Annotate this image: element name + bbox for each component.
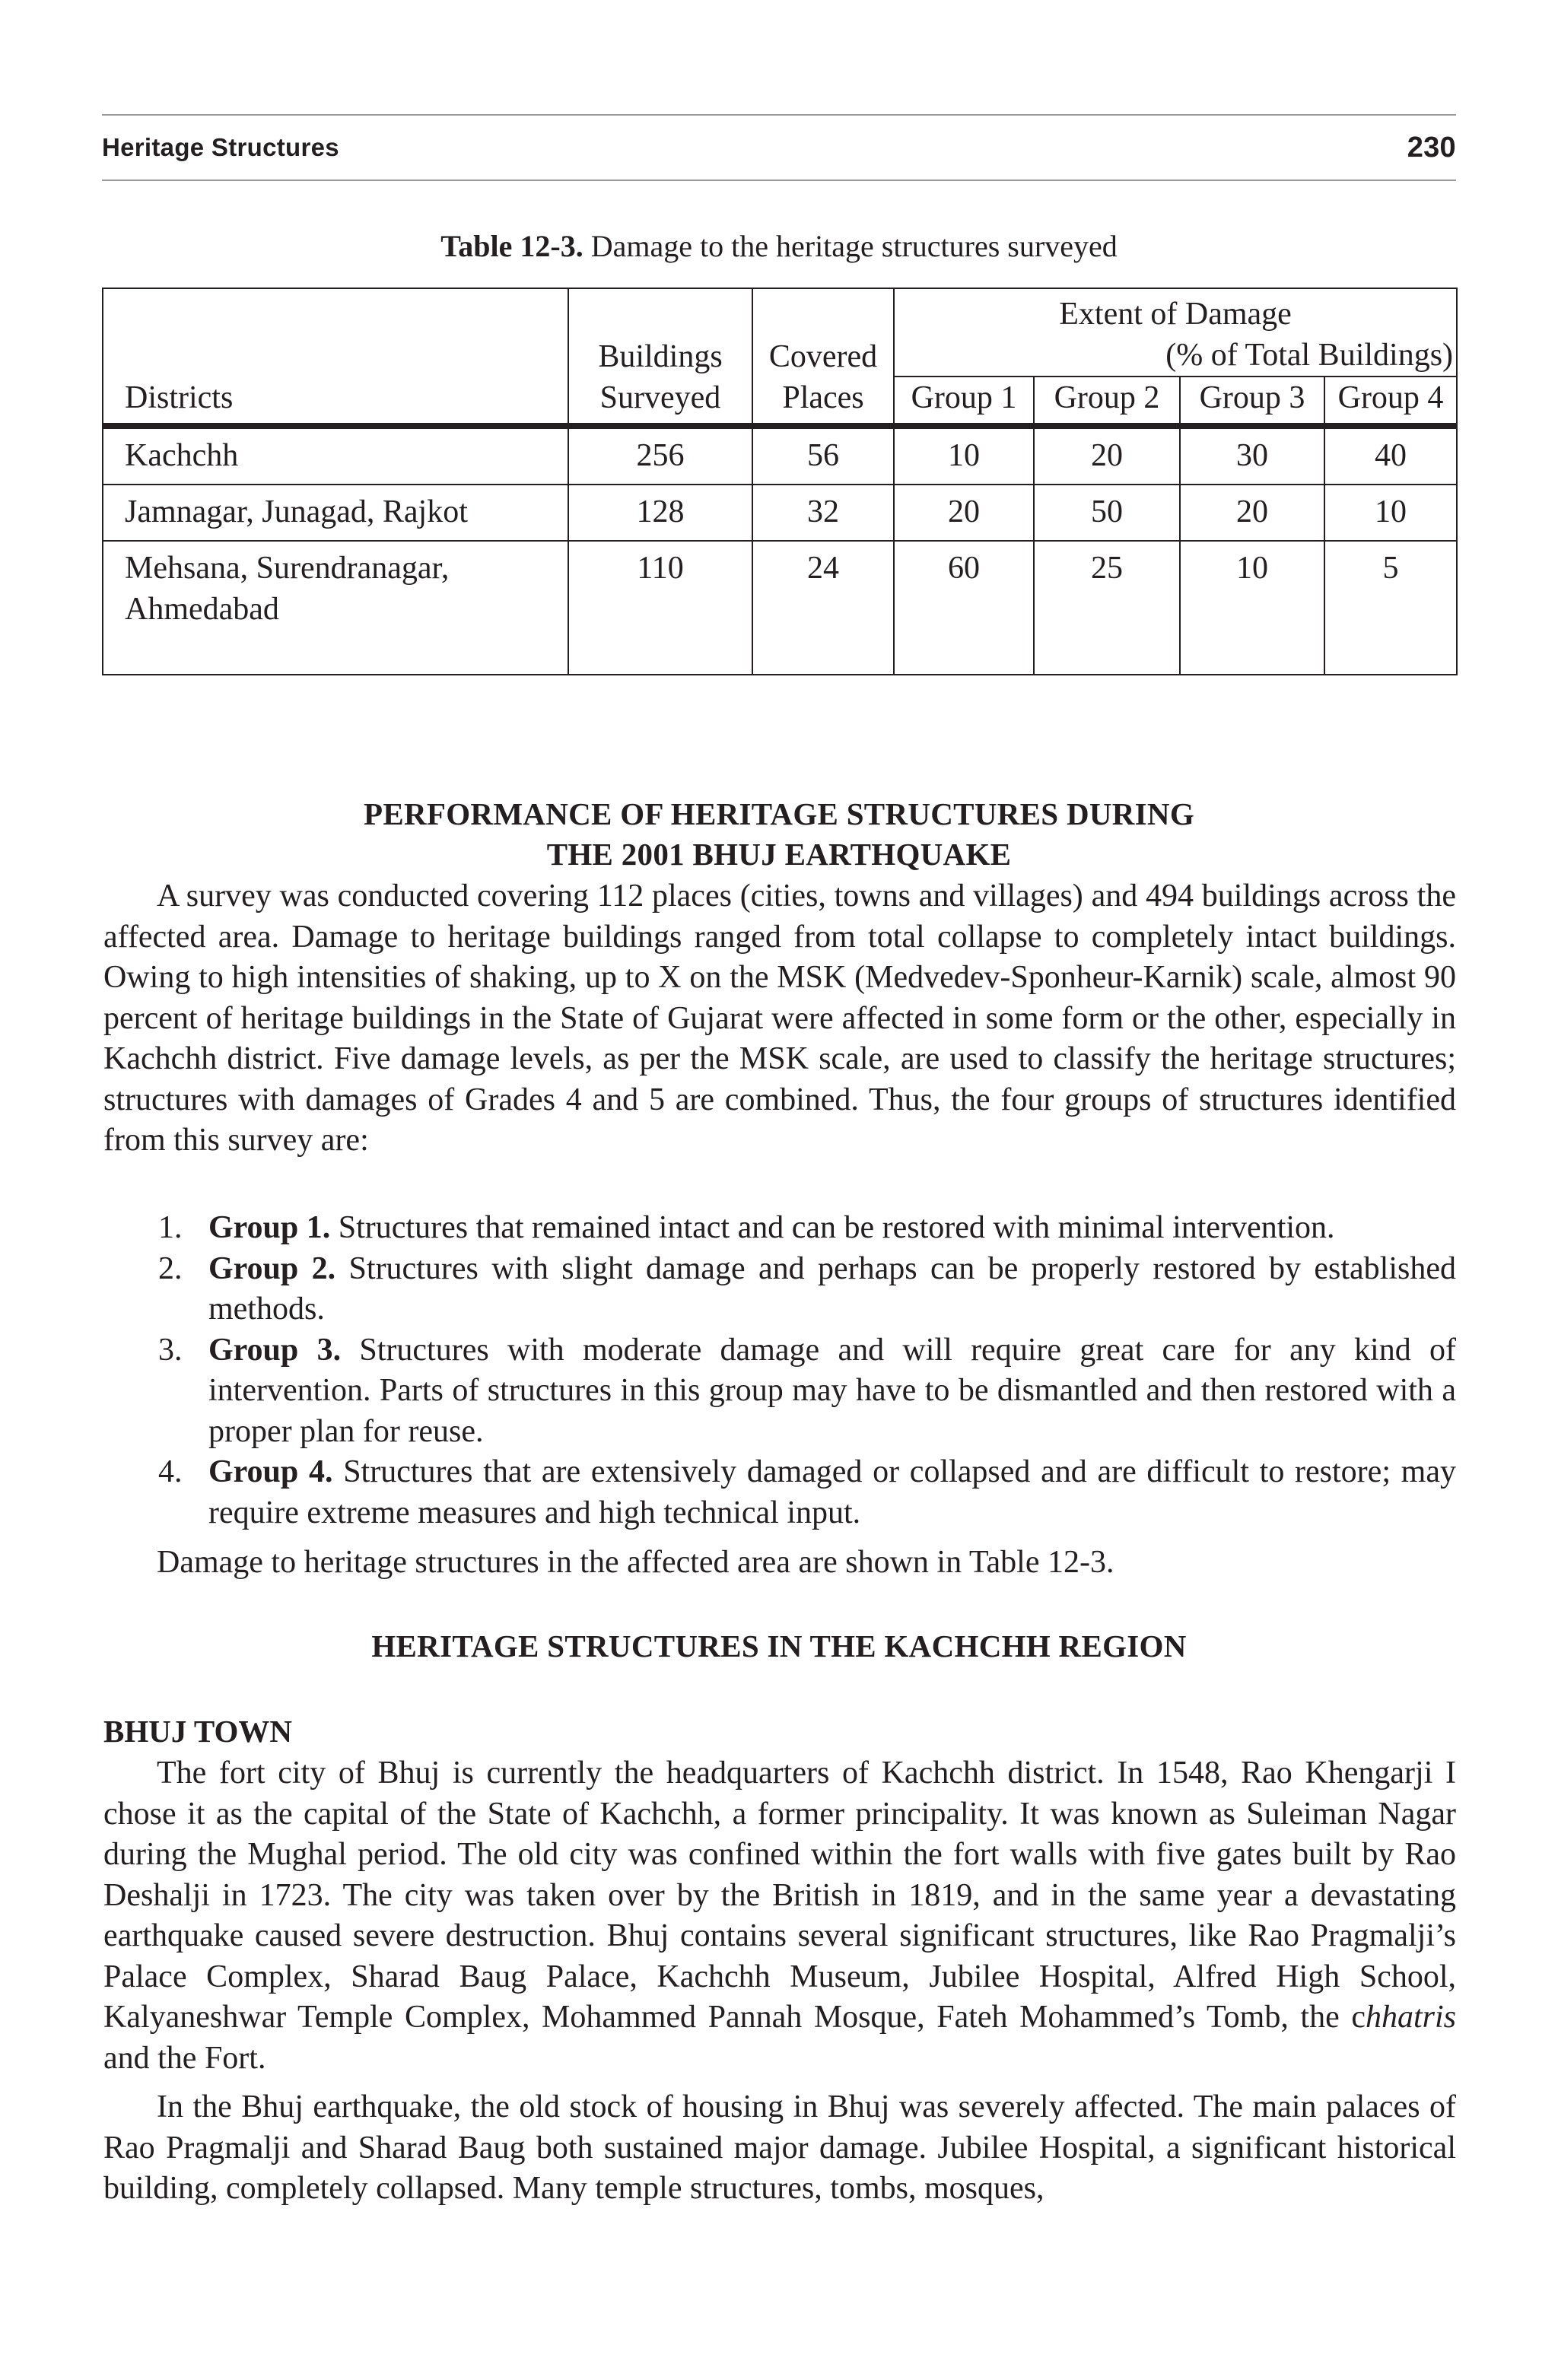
cell-group-4: 5 [1324, 541, 1457, 675]
cell-group-4: 40 [1324, 426, 1457, 485]
table-caption [0, 228, 1558, 264]
section-heading-performance: PERFORMANCE OF HERITAGE STRUCTURES DURING THE 2001 BHUJ EARTHQUAKE [363, 796, 1195, 872]
running-title: Heritage Structures [102, 133, 339, 161]
cell-group-3: 20 [1180, 485, 1324, 541]
column-header-covered-places: Covered Places [752, 288, 894, 426]
cell-district: Kachchh [103, 426, 568, 485]
bhuj-paragraph-1: The fort city of Bhuj is currently the headquarters of Kachchh district. In 1548, Rao Khengarji I chose it as the capital of the State of Kachchh, a former principality. It was known as Suleiman Nagar during the Mughal period. The old city was confined within the fort walls with five gates built by Rao Deshalji in 1723. The city was taken over by the British in 1819, and in the same year a devastating earthquake caused severe destruction. Bhuj contains several significant structures, like Rao Pragmalji’s Palace Complex, Sharad Baug Palace, Kachchh Museum, Jubilee Hospital, Alfred High School, Kalyaneshwar Temple Complex, Mohammed Pannah Mosque, Fateh Mohammed’s Tomb, the chhatris and the Fort. [103, 1756, 1456, 2076]
damage-table [102, 288, 1458, 675]
subheading-bhuj-town: BHUJ TOWN [103, 1714, 292, 1749]
cell-district: Mehsana, Surendranagar, Ahmedabad [103, 541, 568, 675]
cell-covered: 32 [752, 485, 894, 541]
cell-group-3: 30 [1180, 426, 1324, 485]
cell-group-2: 50 [1034, 485, 1180, 541]
table-caption-text: Damage to the heritage structures surveyed [583, 229, 1118, 263]
cell-buildings: 128 [568, 485, 752, 541]
cell-buildings: 256 [568, 426, 752, 485]
list-item: 1. Group 1. Structures that remained intact and can be restored with minimal intervention. [158, 1210, 1335, 1245]
cell-group-1: 20 [894, 485, 1034, 541]
column-header-districts: Districts [103, 288, 568, 426]
table-reference-sentence: Damage to heritage structures in the affected area are shown in Table 12-3. [157, 1545, 1114, 1580]
section-heading-kachchh: HERITAGE STRUCTURES IN THE KACHCHH REGION [371, 1629, 1187, 1663]
running-header [102, 114, 1456, 181]
column-header-group-1: Group 1 [894, 377, 1034, 426]
list-item: 3. Group 3. Structures with moderate damage and will require great care for any kind of intervention. Parts of structures in this group may have to be dismantled and then restored with a proper plan for reuse. [158, 1332, 1456, 1449]
table-row [103, 426, 1457, 485]
table-row [103, 541, 1457, 675]
cell-group-4: 10 [1324, 485, 1457, 541]
bhuj-paragraph-2: In the Bhuj earthquake, the old stock of housing in Bhuj was severely affected. The main palaces of Rao Pragmalji and Sharad Baug both sustained major damage. Jubilee Hospital, a significant historical building, completely collapsed. Many temple structures, tombs, mosques, [103, 2089, 1456, 2206]
damage-groups-list [103, 1208, 1456, 1533]
cell-covered: 24 [752, 541, 894, 675]
table-row [103, 485, 1457, 541]
cell-group-2: 20 [1034, 426, 1180, 485]
column-header-extent-sub: (% of Total Buildings) [894, 335, 1457, 377]
column-header-group-4: Group 4 [1324, 377, 1457, 426]
column-header-group-2: Group 2 [1034, 377, 1180, 426]
cell-buildings: 110 [568, 541, 752, 675]
cell-group-3: 10 [1180, 541, 1324, 675]
column-header-group-3: Group 3 [1180, 377, 1324, 426]
column-header-buildings-surveyed: Buildings Surveyed [568, 288, 752, 426]
cell-group-1: 60 [894, 541, 1034, 675]
survey-paragraph: A survey was conducted covering 112 places (cities, towns and villages) and 494 buildings across the affected area. Damage to heritage buildings ranged from total collapse to completely intact buildings. Owing to high intensities of shaking, up to X on the MSK (Medvedev-Sponheur-Karnik) scale, almost 90 percent of heritage buildings in the State of Gujarat were affected in some form or the other, especially in Kachchh district. Five damage levels, as per the MSK scale, are used to classify the heritage structures; structures with damages of Grades 4 and 5 are combined. Thus, the four groups of structures identified from this survey are: [103, 879, 1456, 1158]
cell-covered: 56 [752, 426, 894, 485]
list-item: 2. Group 2. Structures with slight damage and perhaps can be properly restored by established methods. [158, 1250, 1456, 1327]
column-header-extent-title: Extent of Damage [894, 288, 1457, 335]
cell-group-2: 25 [1034, 541, 1180, 675]
table-caption-label: Table 12-3. [440, 229, 583, 263]
cell-group-1: 10 [894, 426, 1034, 485]
cell-district: Jamnagar, Junagad, Rajkot [103, 485, 568, 541]
list-item: 4. Group 4. Structures that are extensively damaged or collapsed and are difficult to restore; may require extreme measures and high technical input. [158, 1454, 1456, 1530]
page-number: 230 [1407, 131, 1456, 164]
